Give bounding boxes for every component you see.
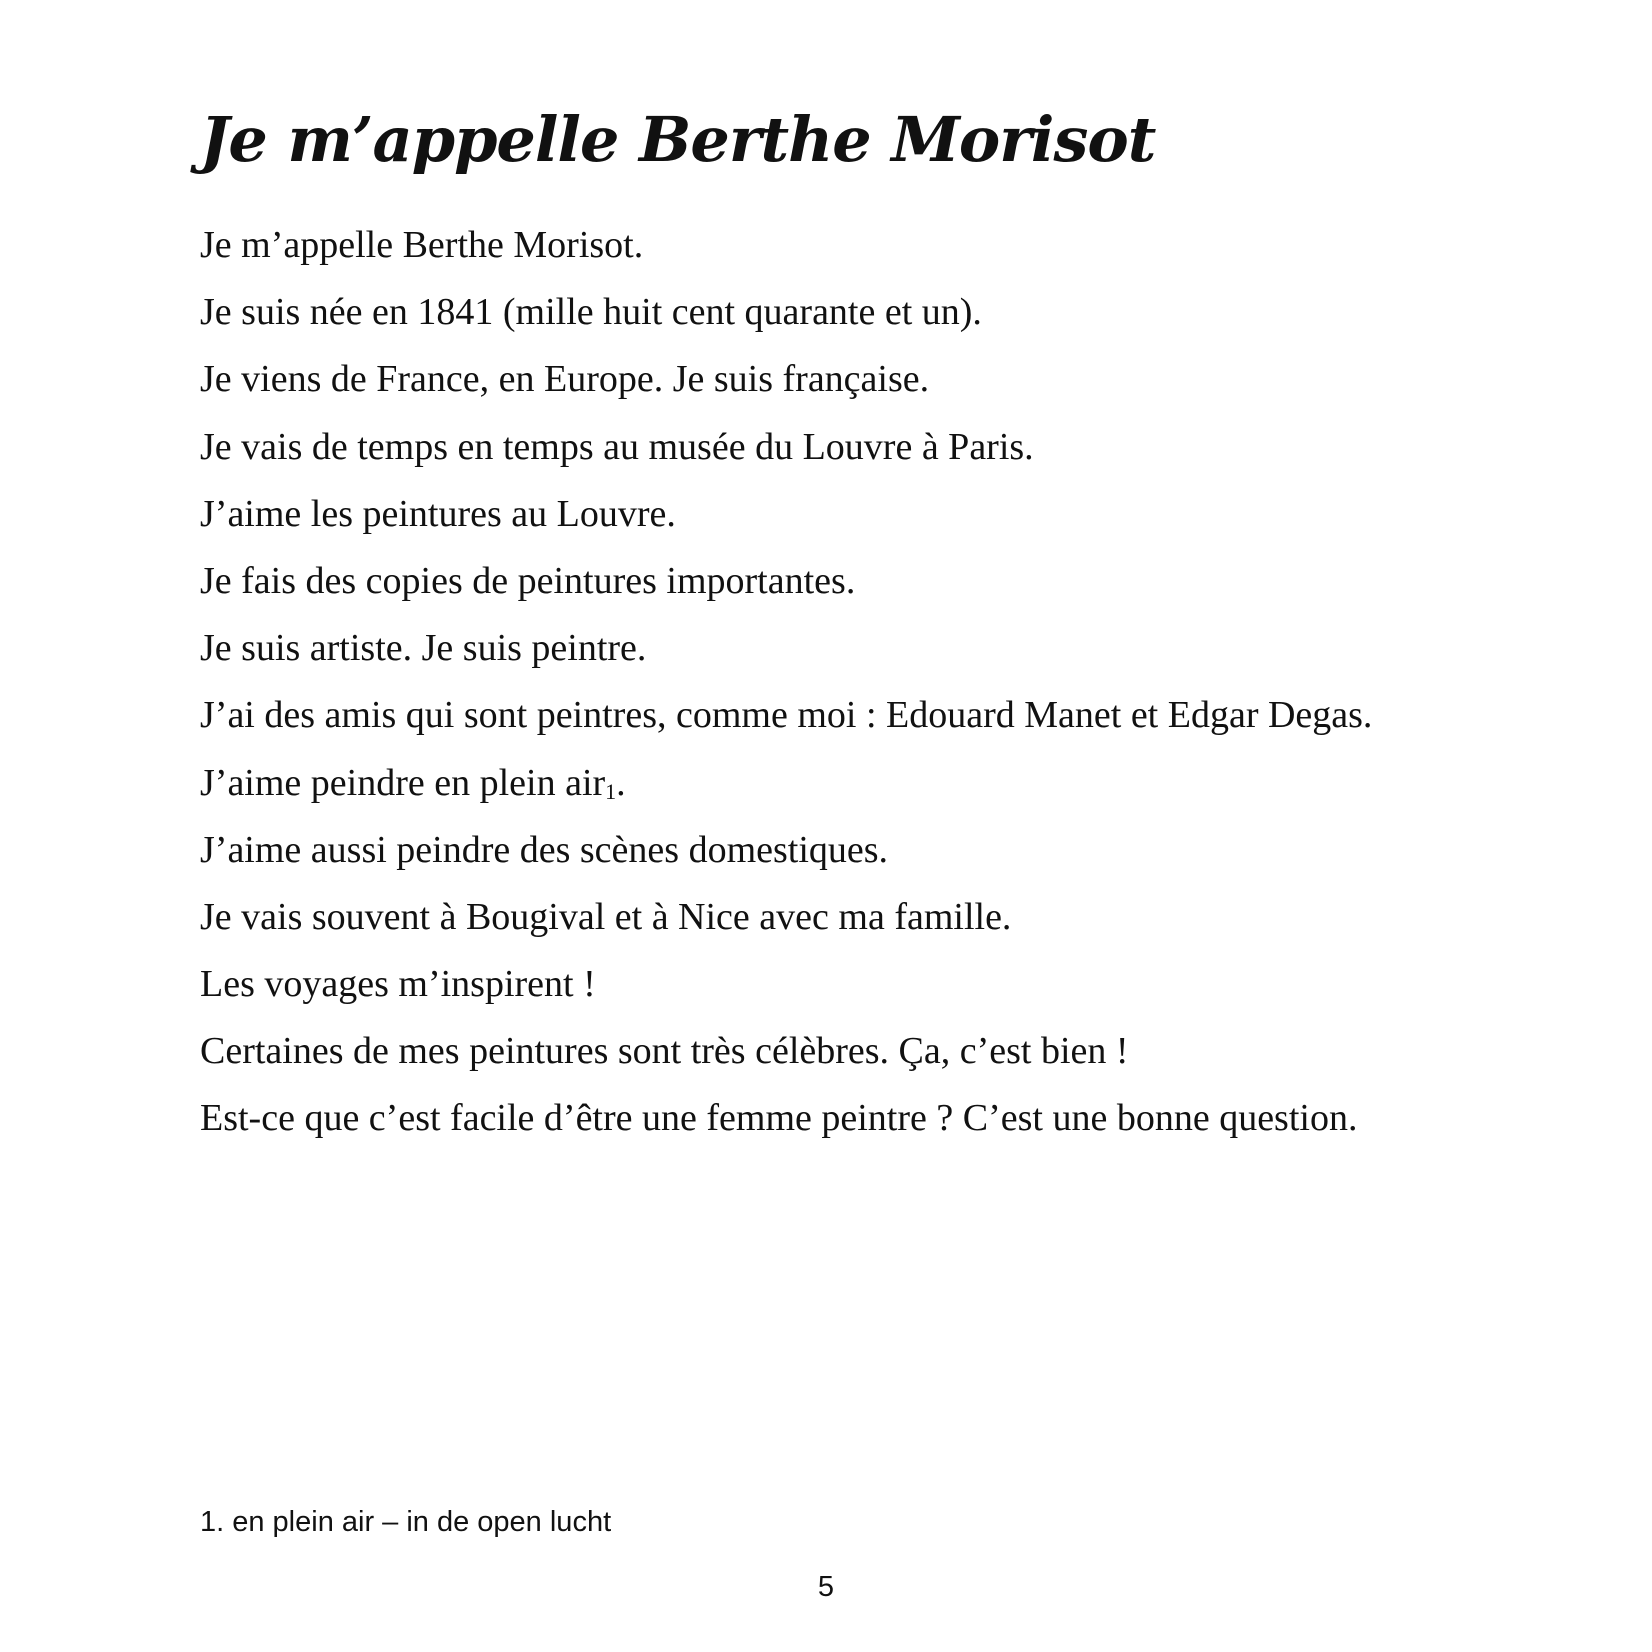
- text-line: Certaines de mes peintures sont très célèbres. Ça, c’est bien !: [200, 1030, 1129, 1073]
- text-line: J’aime les peintures au Louvre.: [200, 492, 676, 535]
- text-line: Est-ce que c’est facile d’être une femme peintre ? C’est une bonne question.: [200, 1097, 1358, 1140]
- text-line: Je vais de temps en temps au musée du Louvre à Paris.: [200, 425, 1034, 468]
- page-number: 5: [817, 1571, 835, 1603]
- text-line-with-footnote: [200, 750, 1620, 817]
- body-text: [200, 212, 1620, 1153]
- text-line: Je m’appelle Berthe Morisot.: [200, 224, 644, 266]
- text-line-content: J’aime peindre en plein air: [200, 761, 606, 804]
- text-line: Les voyages m’inspirent !: [200, 963, 596, 1006]
- text-line: Je fais des copies de peintures importantes.: [200, 559, 856, 602]
- text-line: Je suis née en 1841 (mille huit cent quarante et un).: [200, 291, 982, 334]
- text-line: J’aime aussi peindre des scènes domestiques.: [200, 828, 889, 871]
- text-line: Je viens de France, en Europe. Je suis française.: [200, 358, 930, 401]
- footnote-reference: 1: [605, 778, 617, 804]
- text-line: Je vais souvent à Bougival et à Nice avec ma famille.: [200, 895, 1012, 938]
- page-title: Je m’appelle Berthe Morisot: [200, 103, 1156, 176]
- line-end-punctuation: .: [616, 761, 626, 804]
- text-line: J’ai des amis qui sont peintres, comme moi : Edouard Manet et Edgar Degas.: [200, 694, 1373, 737]
- text-line: Je suis artiste. Je suis peintre.: [200, 627, 647, 670]
- footnote: 1. en plein air – in de open lucht: [200, 1506, 612, 1538]
